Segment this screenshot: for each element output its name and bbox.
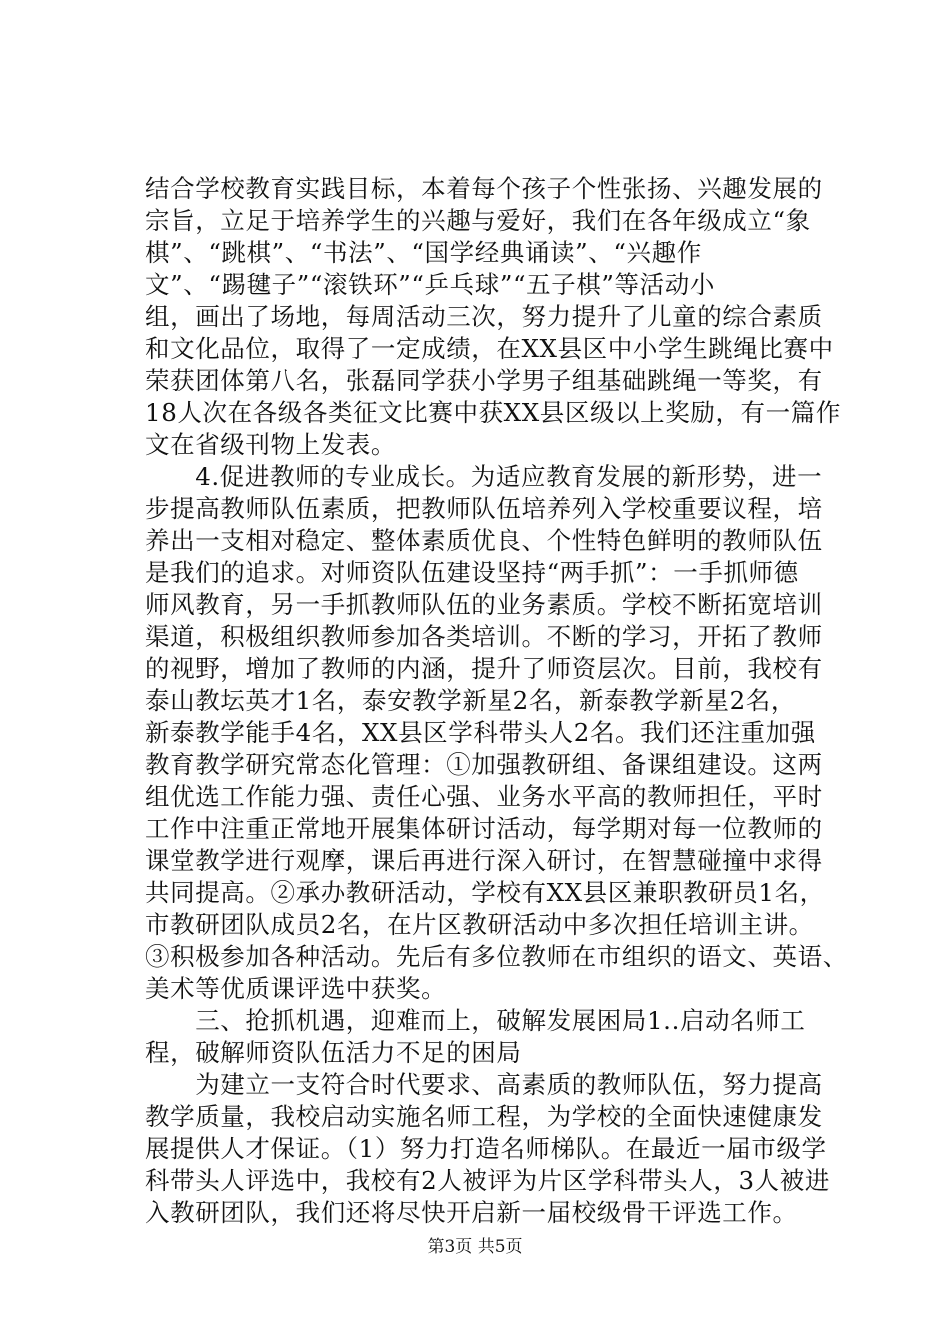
text-line: 市教研团队成员2名，在片区教研活动中多次担任培训主讲。: [145, 910, 814, 939]
text-line: 教育教学研究常态化管理：①加强教研组、备课组建设。这两: [145, 750, 823, 779]
text-line: 步提高教师队伍素质，把教师队伍培养列入学校重要议程，培: [145, 494, 823, 523]
text-line: 新泰教学能手4名，XX县区学科带头人2名。我们还注重加强: [145, 718, 816, 747]
text-line: 文在省级刊物上发表。: [145, 430, 396, 459]
text-line: 工作中注重正常地开展集体研讨活动，每学期对每一位教师的: [145, 814, 823, 843]
text-line: 教学质量，我校启动实施名师工程，为学校的全面快速健康发: [145, 1102, 823, 1131]
text-line: 结合学校教育实践目标，本着每个孩子个性张扬、兴趣发展的: [145, 174, 823, 203]
text-line: 组，画出了场地，每周活动三次，努力提升了儿童的综合素质: [145, 302, 823, 331]
text-line: ③积极参加各种活动。先后有多位教师在市组织的语文、英语、: [145, 942, 848, 971]
text-line: 养出一支相对稳定、整体素质优良、个性特色鲜明的教师队伍: [145, 526, 823, 555]
text-line: 师风教育，另一手抓教师队伍的业务素质。学校不断拓宽培训: [145, 590, 823, 619]
text-line: 荣获团体第八名，张磊同学获小学男子组基础跳绳一等奖，有: [145, 366, 823, 395]
text-line: 泰山教坛英才1名，泰安教学新星2名，新泰教学新星2名，: [145, 686, 796, 715]
text-line: 为建立一支符合时代要求、高素质的教师队伍，努力提高: [145, 1070, 823, 1099]
text-line: 课堂教学进行观摩，课后再进行深入研讨，在智慧碰撞中求得: [145, 846, 823, 875]
text-line: 三、抢抓机遇，迎难而上，破解发展困局1..启动名师工: [145, 1006, 806, 1035]
page-number-footer: 第3页 共5页: [427, 1237, 523, 1257]
text-line: 4.促进教师的专业成长。为适应教育发展的新形势，进一: [145, 462, 823, 491]
text-line: 组优选工作能力强、责任心强、业务水平高的教师担任，平时: [145, 782, 823, 811]
text-line: 18人次在各级各类征文比赛中获XX县区级以上奖励，有一篇作: [145, 398, 841, 427]
text-line: 入教研团队，我们还将尽快开启新一届校级骨干评选工作。: [145, 1198, 798, 1227]
text-line: 美术等优质课评选中获奖。: [145, 974, 447, 1003]
text-line: 展提供人才保证。（1）努力打造名师梯队。在最近一届市级学: [145, 1134, 827, 1163]
text-line: 渠道，积极组织教师参加各类培训。不断的学习，开拓了教师: [145, 622, 823, 651]
text-line: 科带头人评选中，我校有2人被评为片区学科带头人，3人被进: [145, 1166, 830, 1195]
text-line: 棋”、“跳棋”、“书法”、“国学经典诵读”、“兴趣作: [145, 238, 702, 267]
text-line: 的视野，增加了教师的内涵，提升了师资层次。目前，我校有: [145, 654, 823, 683]
text-line: 文”、“踢毽子”“滚铁环”“乒乓球”“五子棋”等活动小: [145, 270, 715, 299]
text-line: 共同提高。②承办教研活动，学校有XX县区兼职教研员1名，: [145, 878, 825, 907]
text-line: 宗旨，立足于培养学生的兴趣与爱好，我们在各年级成立“象: [145, 206, 811, 235]
text-line: 和文化品位，取得了一定成绩，在XX县区中小学生跳绳比赛中: [145, 334, 834, 363]
text-line: 程，破解师资队伍活力不足的困局: [145, 1038, 522, 1067]
text-line: 是我们的追求。对师资队伍建设坚持“两手抓”：一手抓师德: [145, 558, 799, 587]
